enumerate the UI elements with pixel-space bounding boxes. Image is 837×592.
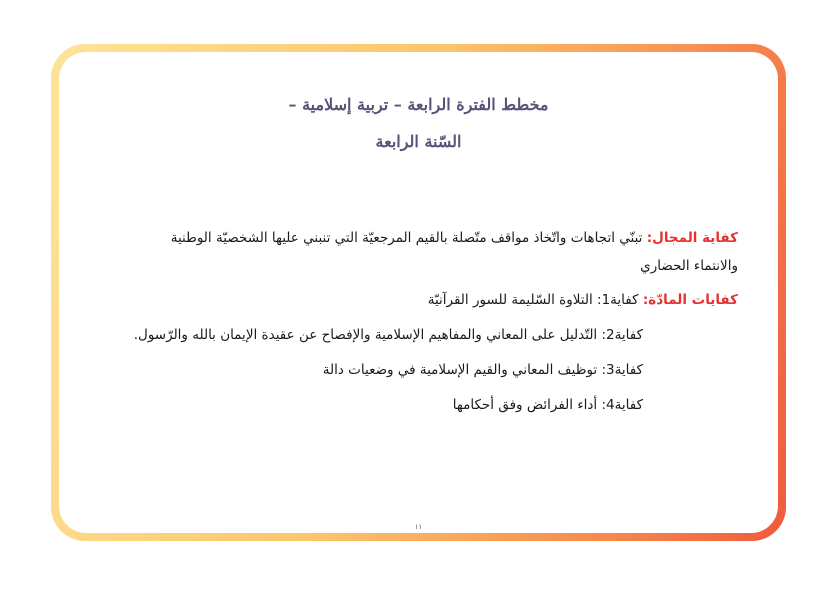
page-frame xyxy=(51,44,786,541)
subject-competency-item2: كفاية2: التّدليل على المعاني والمفاهيم الإسلامية والإفصاح عن عقيدة الإيمان بالله والرّسول. xyxy=(133,327,643,343)
subject-competency-item4: كفاية4: أداء الفرائض وفق أحكامها xyxy=(452,397,643,413)
domain-competency-label: كفاية المجال: xyxy=(646,230,738,246)
domain-competency-line1 xyxy=(171,230,738,246)
subject-competency-item1-line xyxy=(428,292,738,308)
page-title: مخطط الفترة الرابعة – تربية إسلامية – xyxy=(288,95,549,114)
domain-competency-line2: والانتماء الحضاري xyxy=(640,258,738,274)
page-subtitle: السّنة الرابعة xyxy=(375,132,462,151)
subject-competency-item3: كفاية3: توظيف المعاني والقيم الإسلامية في وضعيات دالة xyxy=(322,362,643,378)
subject-competencies-label: كفايات المادّة: xyxy=(642,292,738,308)
page-number: ١١ xyxy=(414,523,423,531)
page-content xyxy=(59,52,778,533)
subject-competency-item1: كفاية1: التلاوة السّليمة للسور القرآنيّة xyxy=(427,292,639,308)
domain-competency-text1: تبنّي اتجاهات واتّخاذ مواقف متّصلة بالقيم المرجعيّة التي تنبني عليها الشخصيّة الوطنية xyxy=(170,230,643,246)
